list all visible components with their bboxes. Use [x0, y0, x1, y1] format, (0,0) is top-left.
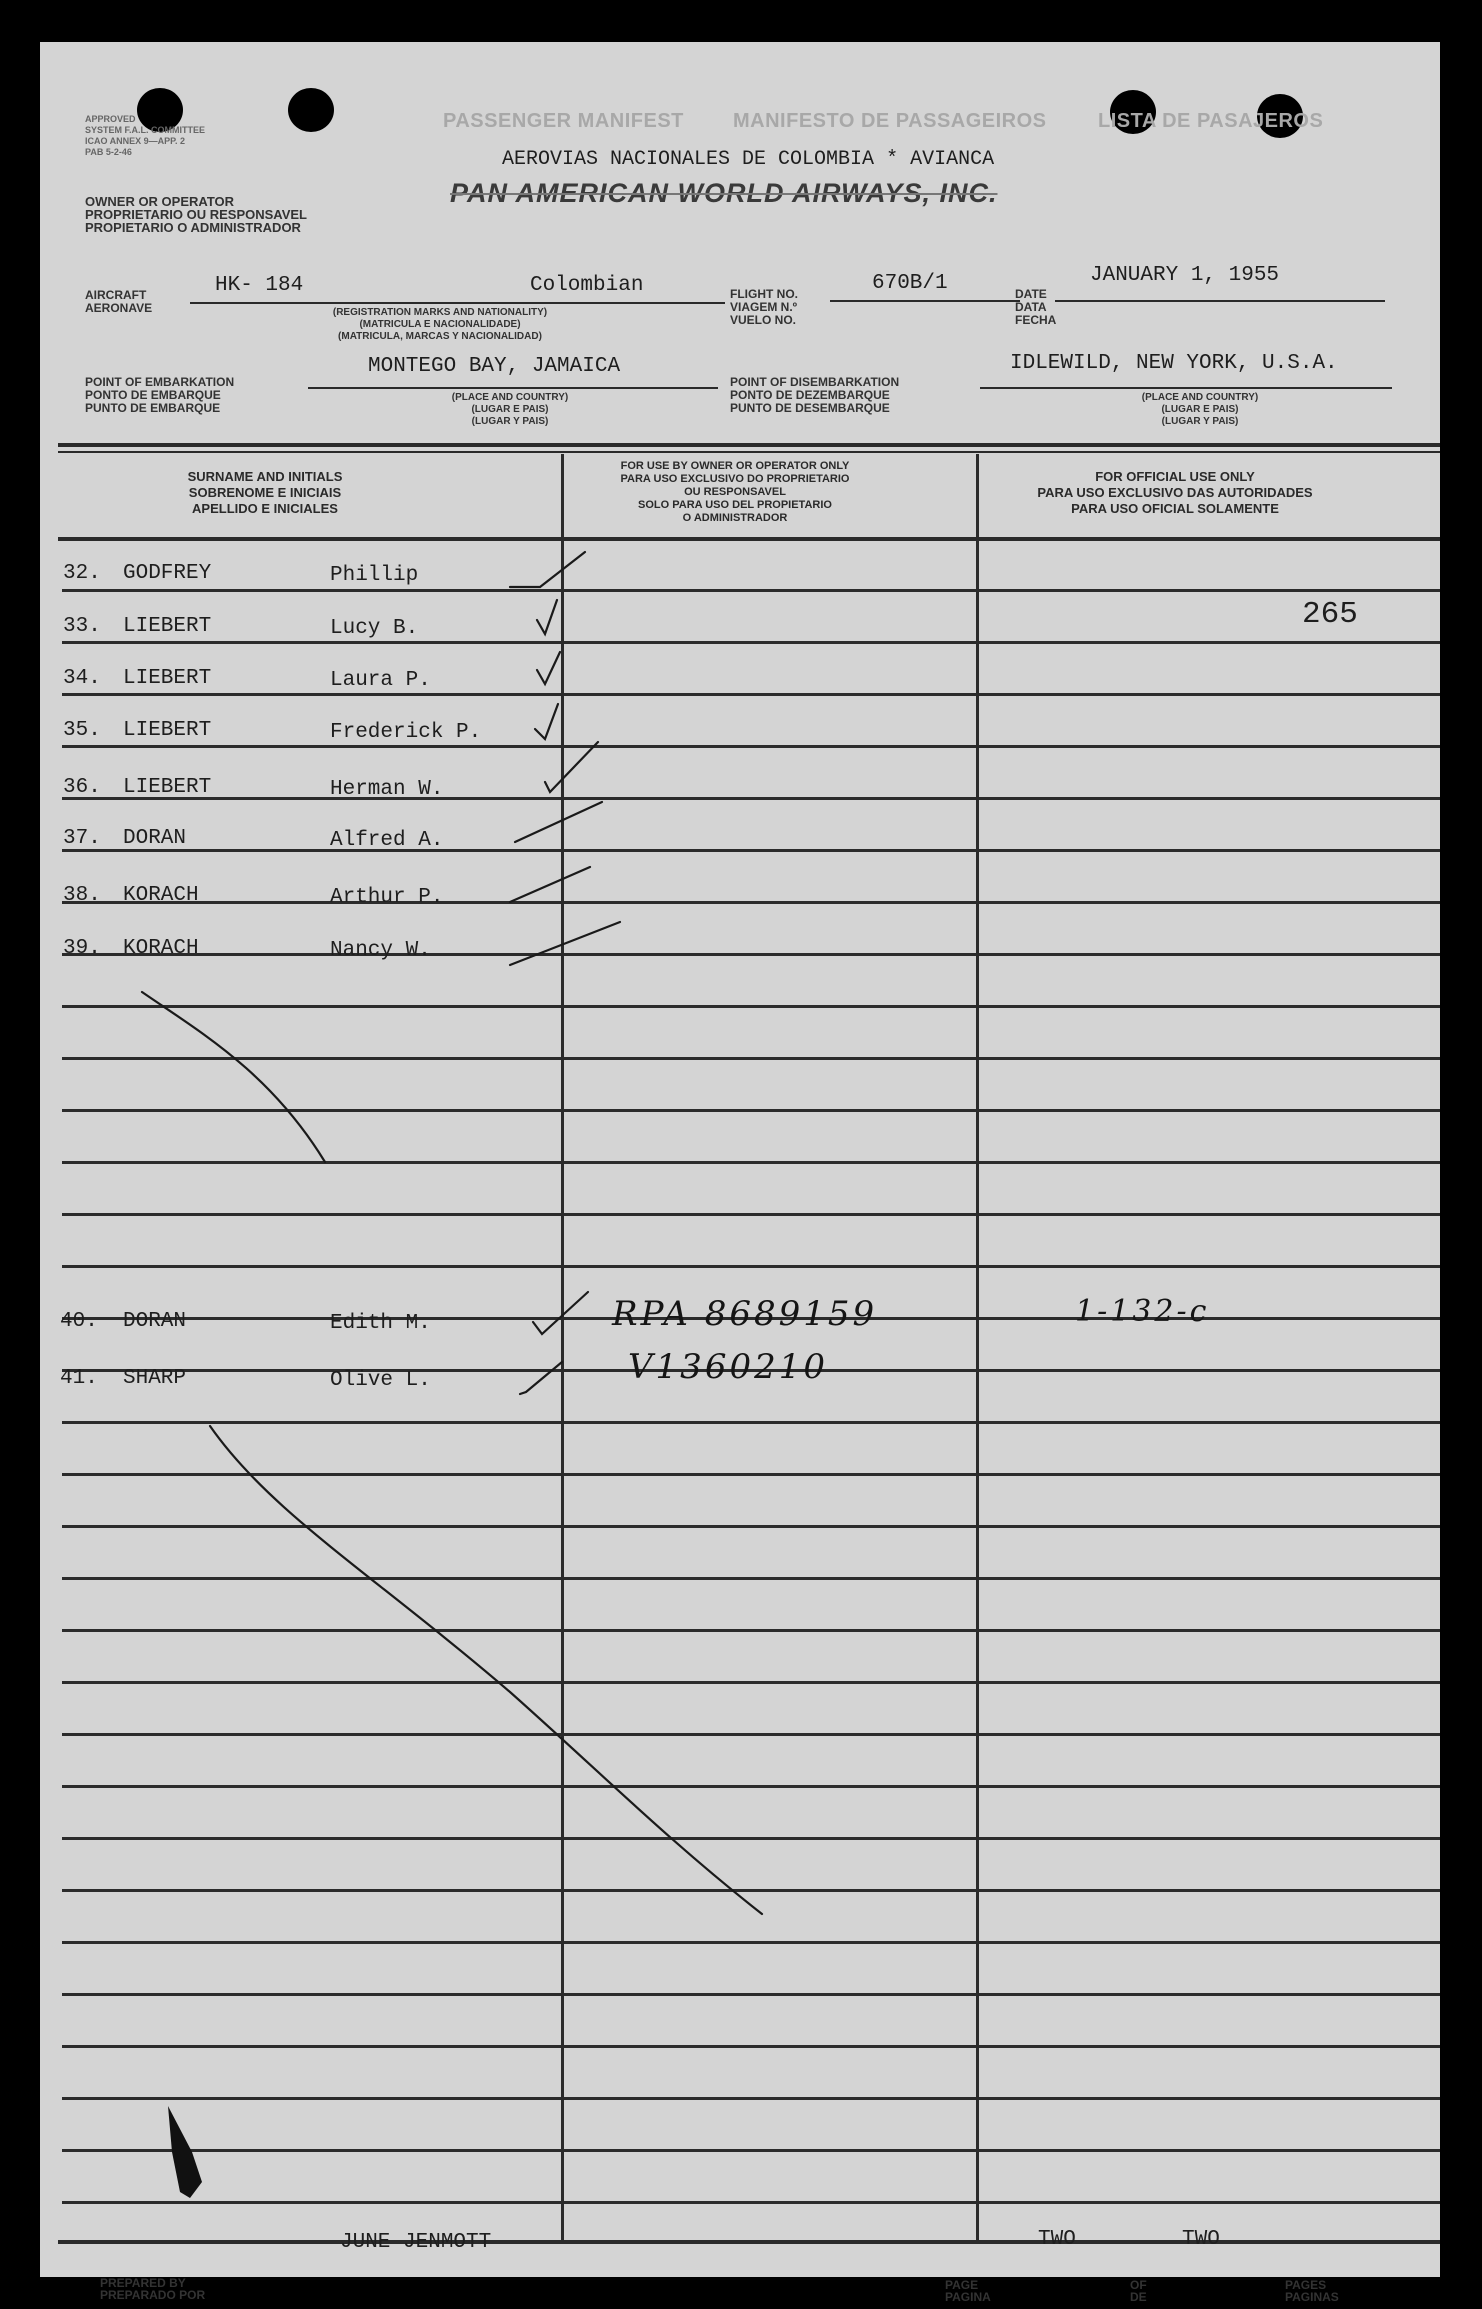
- of-label: OF DE: [1130, 2278, 1147, 2304]
- passenger-given-name: Olive L.: [330, 1369, 431, 1392]
- passenger-number: 41.: [60, 1367, 98, 1390]
- column-header-official: FOR OFFICIAL USE ONLY PARA USO EXCLUSIVO DAS AUTORIDADES PARA USO OFICIAL SOLAMENTE: [1037, 469, 1313, 516]
- operator-note: RPA 8689159: [612, 1294, 878, 1334]
- aircraft-sublabels: (REGISTRATION MARKS AND NATIONALITY) (MATRICULA E NACIONALIDADE) (MATRICULA, MARCAS Y NACIONALIDAD): [332, 307, 548, 342]
- page-label: PAGE PAGINA: [945, 2278, 991, 2304]
- pages-label: PAGES PAGINAS: [1285, 2278, 1339, 2304]
- check-mark: [537, 652, 560, 684]
- passenger-given-name: Edith M.: [330, 1312, 431, 1335]
- embarkation-sublabels: (PLACE AND COUNTRY) (LUGAR E PAIS) (LUGAR Y PAIS): [451, 392, 569, 427]
- passenger-number: 37.: [63, 827, 101, 850]
- operator-stamp: PAN AMERICAN WORLD AIRWAYS, INC.: [450, 178, 998, 208]
- passenger-given-name: Lucy B.: [330, 617, 419, 640]
- ink-blot: [168, 2106, 202, 2198]
- passenger-surname: KORACH: [123, 937, 199, 960]
- passenger-number: 39.: [63, 937, 101, 960]
- prepared-by-label: PREPARED BY PREPARADO POR: [100, 2276, 206, 2302]
- passenger-given-name: Alfred A.: [330, 829, 444, 852]
- check-mark: [545, 742, 598, 792]
- passenger-given-name: Frederick P.: [330, 721, 482, 744]
- aircraft-nationality: Colombian: [530, 274, 644, 297]
- disembarkation-label: POINT OF DISEMBARKATION PONTO DE DEZEMBARQUE PUNTO DE DESEMBARQUE: [730, 375, 900, 415]
- column-header-names: SURNAME AND INITIALS SOBRENOME E INICIAIS APELLIDO E INICIALES: [187, 469, 343, 516]
- check-mark: [533, 1292, 588, 1334]
- official-count: 265: [1302, 597, 1358, 632]
- passenger-given-name: Herman W.: [330, 778, 444, 801]
- strike-line: [142, 992, 325, 1162]
- disembarkation-value: IDLEWILD, NEW YORK, U.S.A.: [1010, 352, 1338, 375]
- flight-number: 670B/1: [872, 272, 948, 295]
- footer-rule: [58, 2240, 1440, 2244]
- check-mark: [510, 552, 585, 587]
- passenger-given-name: Arthur P.: [330, 886, 444, 909]
- embarkation-label: POINT OF EMBARKATION PONTO DE EMBARQUE PUNTO DE EMBARQUE: [85, 375, 235, 415]
- manifest-sheet: [40, 42, 1440, 2304]
- passenger-surname: LIEBERT: [123, 776, 212, 799]
- passenger-number: 38.: [63, 884, 101, 907]
- check-mark: [510, 867, 590, 902]
- title-pt: MANIFESTO DE PASSAGEIROS: [733, 110, 1047, 132]
- passenger-surname: GODFREY: [123, 562, 212, 585]
- passenger-number: 36.: [63, 776, 101, 799]
- passenger-surname: KORACH: [123, 884, 199, 907]
- operator-note: V1360210: [628, 1347, 828, 1387]
- check-mark: [535, 704, 558, 739]
- approval-block: APPROVED SYSTEM F.A.L. COMMITTEE ICAO ANNEX 9—APP. 2 PAB 5-2-46: [85, 114, 206, 157]
- disembarkation-sublabels: (PLACE AND COUNTRY) (LUGAR E PAIS) (LUGAR Y PAIS): [1141, 392, 1259, 427]
- title-en: PASSENGER MANIFEST: [443, 110, 684, 132]
- passenger-given-name: Phillip: [330, 564, 419, 587]
- passenger-number: 40.: [60, 1310, 98, 1333]
- page-total: TWO: [1182, 2228, 1220, 2251]
- flight-label: FLIGHT NO. VIAGEM N.º VUELO NO.: [730, 287, 798, 327]
- passenger-number: 32.: [63, 562, 101, 585]
- flight-date: JANUARY 1, 1955: [1090, 264, 1280, 287]
- passenger-surname: SHARP: [123, 1367, 187, 1390]
- passenger-number: 34.: [63, 667, 101, 690]
- passenger-given-name: Nancy W.: [330, 939, 431, 962]
- passenger-number: 35.: [63, 719, 101, 742]
- passenger-surname: LIEBERT: [123, 719, 212, 742]
- owner-operator-labels: OWNER OR OPERATOR PROPRIETARIO OU RESPONSAVEL PROPIETARIO O ADMINISTRADOR: [85, 194, 307, 235]
- check-mark: [510, 922, 620, 965]
- passenger-surname: DORAN: [123, 1310, 187, 1333]
- passenger-given-name: Laura P.: [330, 669, 431, 692]
- check-mark: [520, 1362, 562, 1394]
- aircraft-registration: HK- 184: [215, 274, 304, 297]
- handwritten-marks: [40, 42, 1440, 2277]
- operator-typed: AEROVIAS NACIONALES DE COLOMBIA * AVIANCA: [502, 148, 995, 171]
- column-header-operator: FOR USE BY OWNER OR OPERATOR ONLY PARA USO EXCLUSIVO DO PROPRIETARIO OU RESPONSAVEL SOLO PARA USO DEL PROPIETARIO O ADMINISTRADOR: [620, 460, 850, 524]
- embarkation-value: MONTEGO BAY, JAMAICA: [368, 355, 621, 378]
- prepared-by-value: JUNE JENMOTT: [340, 2231, 492, 2254]
- title-es: LISTA DE PASAJEROS: [1098, 110, 1324, 132]
- check-mark: [537, 600, 557, 634]
- date-label: DATE DATA FECHA: [1015, 287, 1057, 327]
- check-mark: [515, 802, 602, 842]
- strike-line: [210, 1426, 762, 1914]
- passenger-surname: DORAN: [123, 827, 187, 850]
- passenger-number: 33.: [63, 615, 101, 638]
- passenger-surname: LIEBERT: [123, 615, 212, 638]
- page-number: TWO: [1038, 2228, 1076, 2251]
- passenger-surname: LIEBERT: [123, 667, 212, 690]
- official-note: 1-132-c: [1075, 1294, 1210, 1329]
- aircraft-label: AIRCRAFT AERONAVE: [85, 288, 153, 315]
